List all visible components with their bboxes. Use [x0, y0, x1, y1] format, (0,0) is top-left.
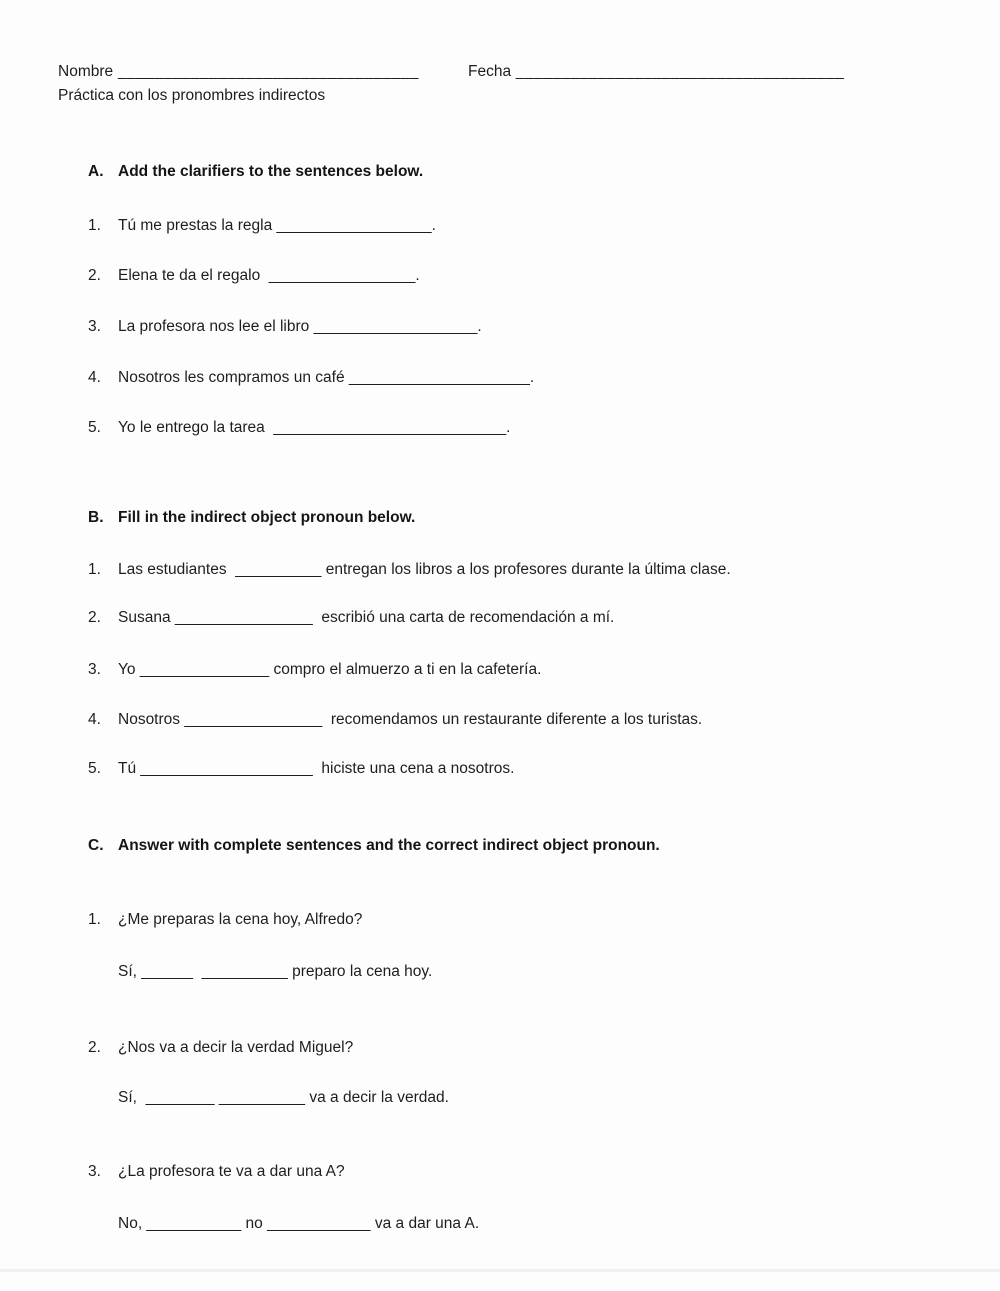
- section-c-letter: C.: [88, 837, 104, 854]
- item-text: Las estudiantes __________ entregan los libros a los profesores durante la última clase.: [118, 561, 731, 578]
- section-c-question-1: [88, 910, 362, 929]
- section-a-item-4: [88, 368, 534, 387]
- scan-edge-artifact: [0, 1269, 1000, 1272]
- item-number: 2.: [88, 1039, 101, 1056]
- section-b-item-2: [88, 608, 614, 627]
- item-number: 4.: [88, 369, 101, 386]
- name-field: [58, 62, 419, 81]
- item-number: 5.: [88, 760, 101, 777]
- section-b-heading: [88, 508, 415, 527]
- item-text: Tú ____________________ hiciste una cena a nosotros.: [118, 760, 515, 777]
- item-number: 4.: [88, 711, 101, 728]
- section-c-answer-3: No, ___________ no ____________ va a dar una A.: [118, 1215, 480, 1232]
- item-number: 2.: [88, 267, 101, 284]
- date-label: Fecha: [468, 63, 512, 80]
- item-number: 2.: [88, 609, 101, 626]
- date-field: [468, 62, 844, 81]
- item-text: Susana ________________ escribió una carta de recomendación a mí.: [118, 609, 615, 626]
- section-c-heading: [88, 836, 660, 855]
- section-a-item-1: [88, 216, 436, 235]
- section-b-item-3: [88, 660, 541, 679]
- name-label: Nombre: [58, 63, 114, 80]
- section-b-item-5: [88, 759, 514, 778]
- section-b-letter: B.: [88, 509, 104, 526]
- question-text: ¿La profesora te va a dar una A?: [118, 1163, 345, 1180]
- item-text: Yo _______________ compro el almuerzo a ti en la cafetería.: [118, 661, 542, 678]
- section-a-item-5: [88, 418, 510, 437]
- item-number: 1.: [88, 217, 101, 234]
- section-c-answer-1: Sí, ______ __________ preparo la cena hoy.: [118, 963, 433, 980]
- date-blank-line: ____________________________________: [511, 63, 845, 80]
- section-a-item-2: [88, 266, 420, 285]
- section-c-answer-2: Sí, ________ __________ va a decir la verdad.: [118, 1089, 449, 1106]
- question-text: ¿Me preparas la cena hoy, Alfredo?: [118, 911, 363, 928]
- item-number: 3.: [88, 1163, 101, 1180]
- worksheet-title: Práctica con los pronombres indirectos: [58, 87, 326, 104]
- name-blank-line: _________________________________: [113, 63, 419, 80]
- item-number: 5.: [88, 419, 101, 436]
- item-text: Nosotros ________________ recomendamos un restaurante diferente a los turistas.: [118, 711, 703, 728]
- item-text: Tú me prestas la regla __________________.: [118, 217, 436, 234]
- item-text: La profesora nos lee el libro ___________________.: [118, 318, 482, 335]
- section-c-question-2: [88, 1038, 353, 1057]
- item-number: 3.: [88, 661, 101, 678]
- item-text: Elena te da el regalo _________________.: [118, 267, 420, 284]
- item-text: Yo le entrego la tarea ___________________________.: [118, 419, 511, 436]
- section-b-heading-text: Fill in the indirect object pronoun below.: [118, 509, 416, 526]
- question-text: ¿Nos va a decir la verdad Miguel?: [118, 1039, 354, 1056]
- section-a-heading: [88, 162, 423, 181]
- section-a-heading-text: Add the clarifiers to the sentences below.: [118, 163, 424, 180]
- item-text: Nosotros les compramos un café _____________________.: [118, 369, 535, 386]
- item-number: 1.: [88, 561, 101, 578]
- section-c-question-3: [88, 1162, 345, 1181]
- section-b-item-1: [88, 560, 731, 579]
- section-c-heading-text: Answer with complete sentences and the correct indirect object pronoun.: [118, 837, 660, 854]
- section-a-item-3: [88, 317, 482, 336]
- item-number: 3.: [88, 318, 101, 335]
- section-a-letter: A.: [88, 163, 104, 180]
- item-number: 1.: [88, 911, 101, 928]
- section-b-item-4: [88, 710, 702, 729]
